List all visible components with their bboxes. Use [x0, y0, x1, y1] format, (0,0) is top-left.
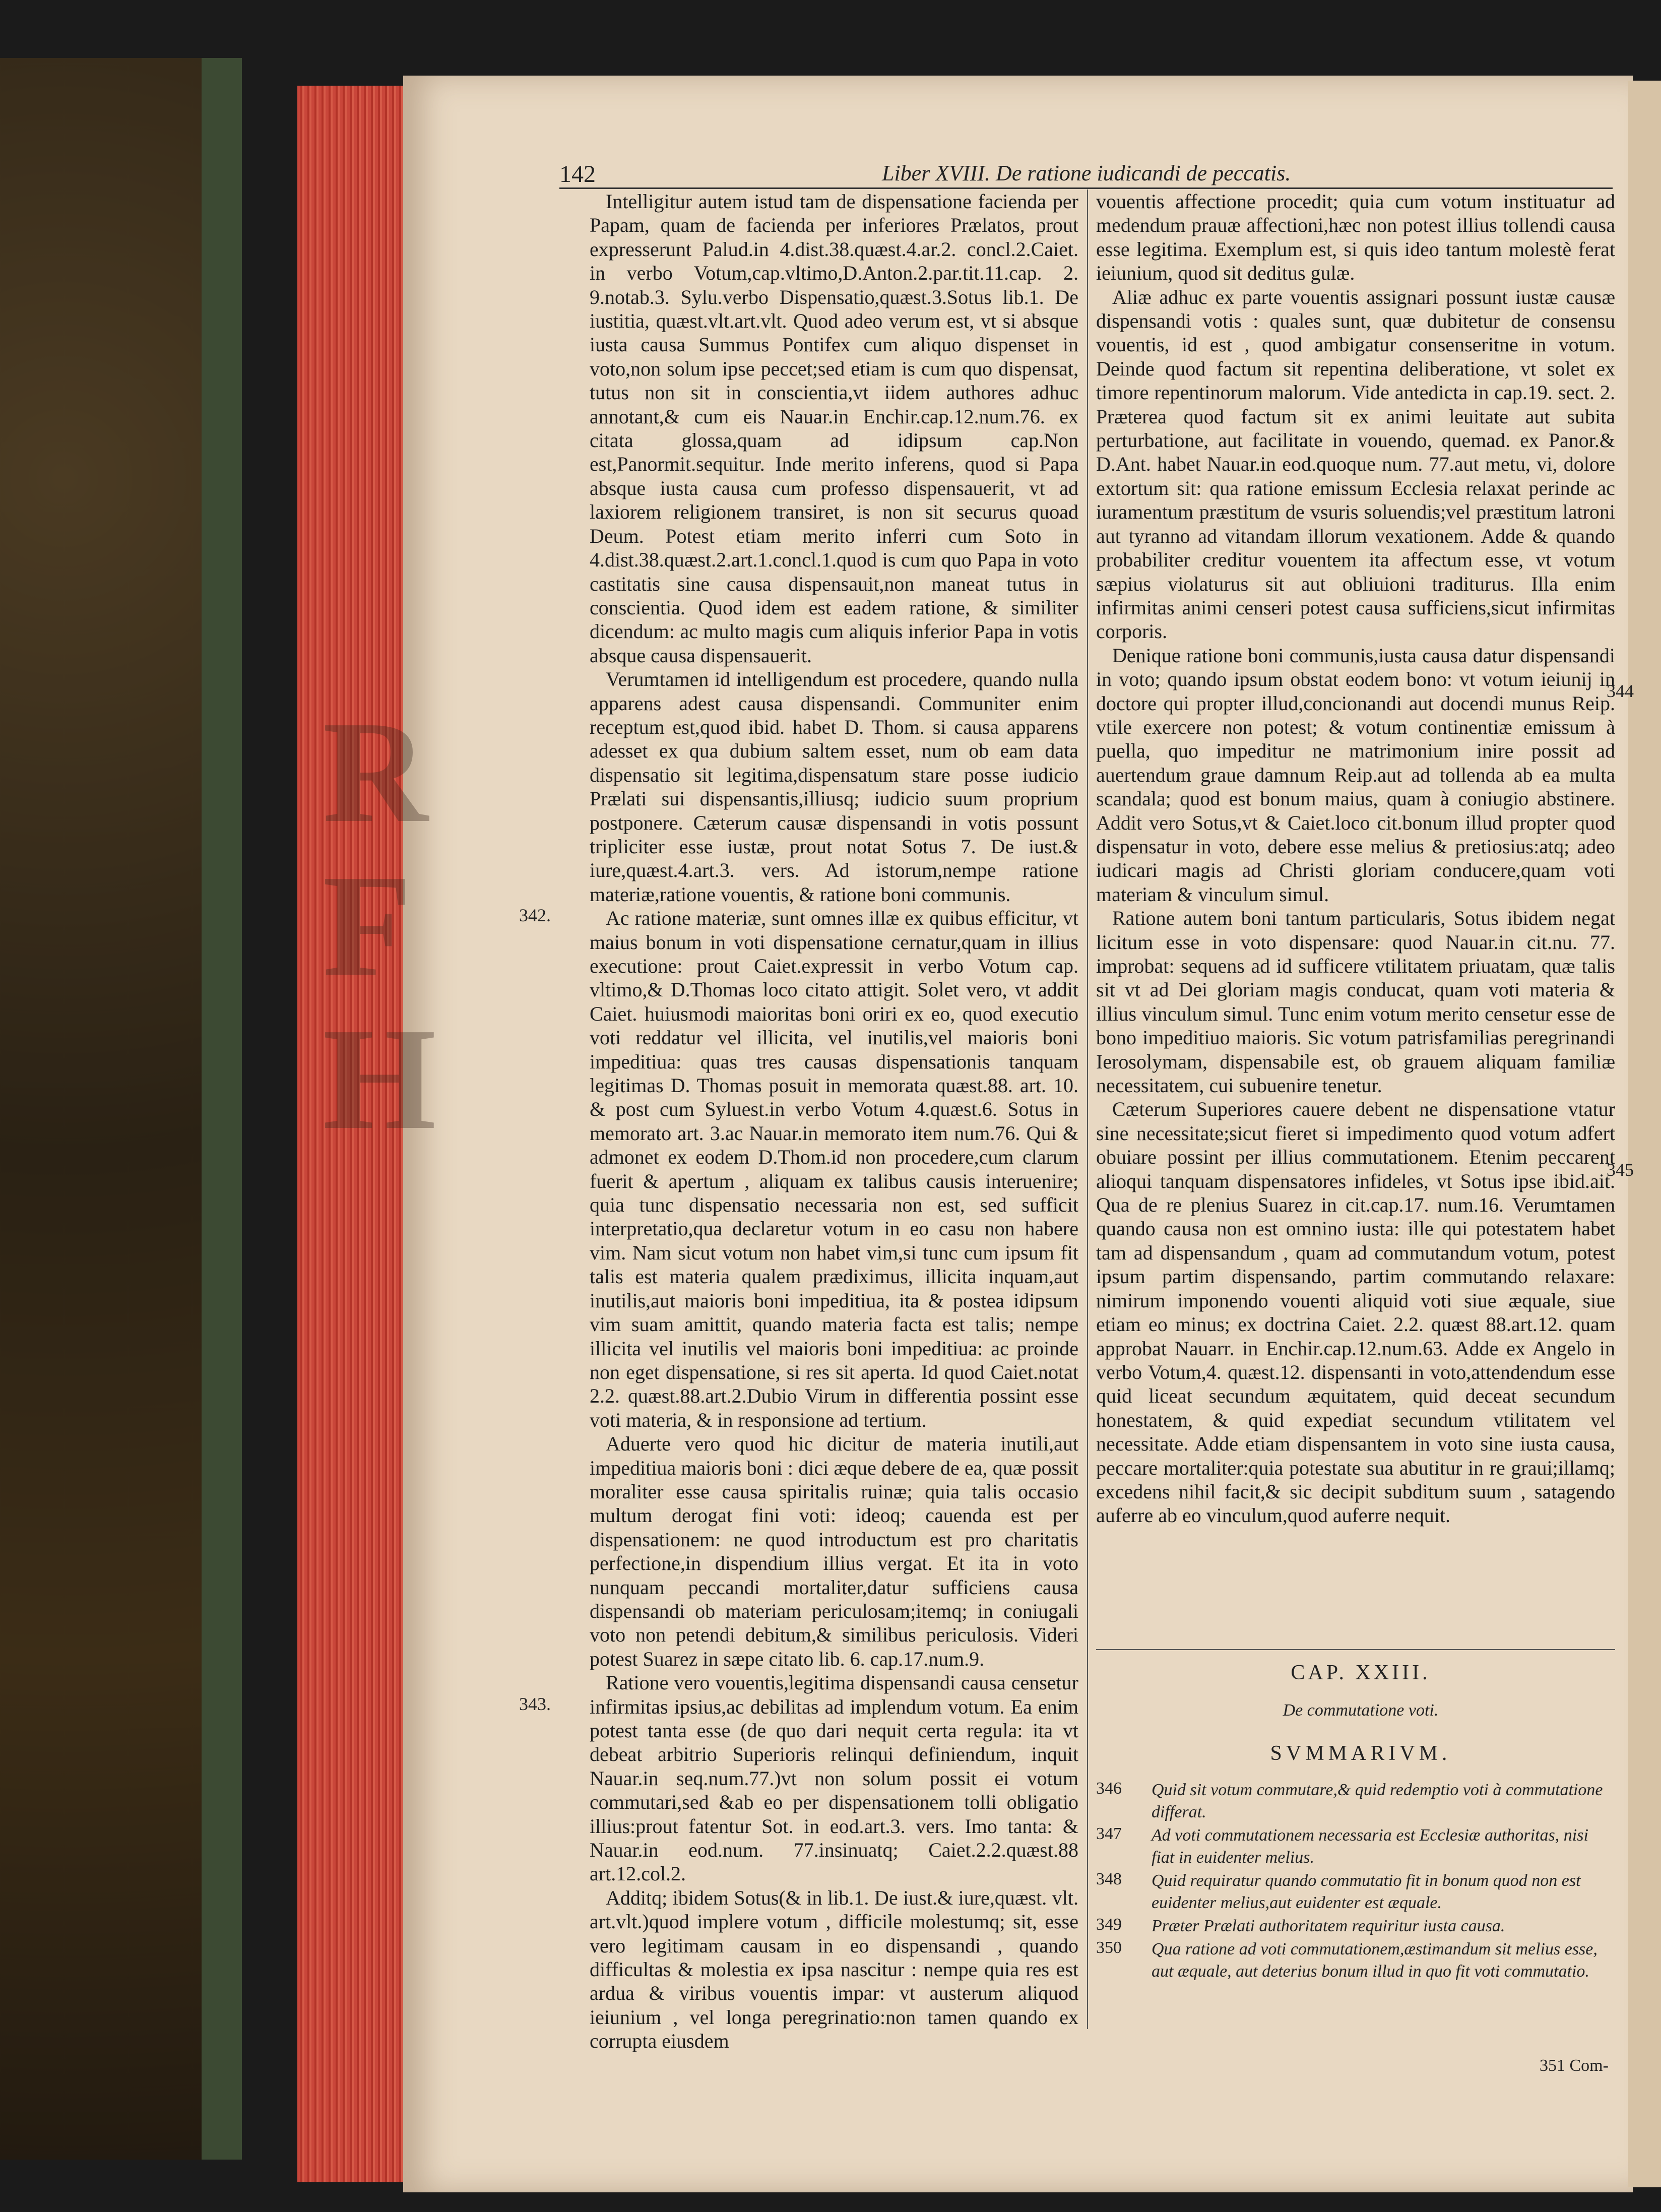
summary-text: Ad voti commutationem necessaria est Ecclesiæ authoritas, nisi fiat in euidenter melius.	[1152, 1826, 1588, 1867]
paragraph: Ratione autem boni tantum particularis, Sotus ibidem negat licitum esse in voto dispensare: quod Nauar.in cit.nu. 77. improbat: sequens ad id sufficere vtilitatem priuatam, quæ talis sit vt ad Dei gloriam magis conducat, quam voti materia & illius vinculum simul. Tunc enim votum merito censetur esse de bono impeditiuo maioris. Sic votum patrisfamilias peregrinandi Ierosolymam, dispensabile est, ob grauem aliquam familiæ necessitatem, cui subuenire tenetur.	[1096, 907, 1615, 1097]
page-number: 142	[559, 161, 596, 187]
book-cover-board	[0, 58, 212, 2160]
paragraph: Ratione vero vouentis,legitima dispensandi causa censetur infirmitas ipsius,ac debilitas ad implendum votum. Ea enim potest tanta esse (de quo dari nequit certa regula: ita vt debeat arbitrio Superioris relinqui definiendum, inquit Nauar.in seq.num.77.)vt non solum possit ei votum commutari,sed &ab eo per dispensationem tolli obligatio illius:prout fatentur Sot. in eod.art.3. vers. Imo tanta: & Nauar.in eod.num. 77.insinuatq; Caiet.2.2.quæst.88 art.12.col.2.	[590, 1671, 1078, 1885]
catchword: 351 Com-	[1540, 2056, 1609, 2075]
paragraph: vouentis affectione procedit; quia cum votum instituatur ad medendum prauæ affectioni,hæc non potest illius tollendi causa esse legitima. Exemplum est, si quis ideo tantum molestè ferat ieiunium, quod sit deditus gulæ.	[1096, 190, 1615, 285]
paragraph: Additq; ibidem Sotus(& in lib.1. De iust.& iure,quæst. vlt. art.vlt.)quod implere votum , difficile molestumq; sit, esse vero legitimam causam in eo dispensandi , quando difficultas & molestia ex ipsa nascitur : nempe quia res est ardua & viribus vouentis impar: vt austerum aliquod ieiunium , vel longa peregrinatio:non tamen quando ex corrupta eiusdem	[590, 1886, 1078, 2053]
paragraph: Verumtamen id intelligendum est procedere, quando nulla apparens adest causa dispensandi. Communiter enim receptum est,quod ibid. habet D. Thom. si causa apparens adesset ex qua dubium saltem esset, num ob eam data dispensatio sit legitima,dispensatum stare posse iudicio Prælati sui dispensantis,illiusq; iudicio suum proprium postponere. Cæterum causæ dispensandi in votis possunt tripliciter esse iustæ, prout notat Sotus 7. De iust.& iure,quæst.4.art.3. vers. Ad istorum,nempe ratione materiæ,ratione vouentis, & ratione boni communis.	[590, 668, 1078, 906]
margin-number: 344	[1607, 681, 1634, 701]
left-column	[590, 189, 1078, 2053]
right-column	[1096, 189, 1615, 1528]
summary-number: 350	[1096, 1938, 1122, 1957]
summary-text: Quid sit votum commutare,& quid redemptio voti à commutatione differat.	[1152, 1781, 1603, 1821]
book-spine	[202, 58, 242, 2160]
summary-text: Quid requiratur quando commutatio fit in bonum quod non est euidenter melius,aut euidenter est æquale.	[1152, 1871, 1581, 1912]
paragraph: Aduerte vero quod hic dicitur de materia inutili,aut impeditiua maioris boni : dici æque debere de ea, quæ possit moraliter esse causa spiritalis ruinæ; quia talis occasio multum derogat fini voti: ideoq; cauenda est per dispensationem: ne quod introductum est pro charitatis perfectione,in dispendium illius vergat. Et ita in voto nunquam peccandi mortaliter,datur sufficiens causa dispensandi ob materiam periculosam;itemq; in coniugali voto non petendi debitum,& similibus periculosis. Videri potest Suarez in sæpe citato lib. 6. cap.17.num.9.	[590, 1432, 1078, 1670]
summary-list	[1096, 1779, 1615, 1984]
margin-number: 343.	[519, 1694, 551, 1714]
page-header	[559, 160, 1608, 191]
summary-item	[1096, 1938, 1615, 1983]
summary-number: 346	[1096, 1779, 1122, 1798]
column-rule	[1087, 189, 1088, 2029]
summary-number: 349	[1096, 1915, 1122, 1934]
summary-text: Præter Prælati authoritatem requiritur iusta causa.	[1152, 1917, 1505, 1935]
chapter-subtitle: De commutatione voti.	[1283, 1701, 1439, 1720]
paragraph: Cæterum Superiores cauere debent ne dispensatione vtatur sine necessitate;sicut fieret si impedimento quod votum adfert obuiare possint per illius commutationem. Etenim peccarent alioqui tanquam dispensatores infideles, vt Sotus ipse ibid.ait. Qua de re plenius Suarez in cit.cap.17. num.16. Verumtamen quando causa non est omnino iusta: ille qui potestatem habet tam ad dispensandum , quam ad commutandum votum, potest ipsum partim dispensando, partim commutando relaxare: nimirum imponendo vouenti aliquid voti siue æquale, siue etiam eo minus; ex doctrina Caiet. 2.2. quæst 88.art.12. quam approbat Nauarr. in Enchir.cap.12.num.63. Adde ex Angelo in verbo Votum,4. quæst.12. dispensanti in voto,attendendum esse quid liceat secundum æquitatem, quid deceat secundum honestatem, & quid expediat secundum vtilitatem vel necessitate. Adde etiam dispensantem in voto sine iusta causa, peccare mortaliter:quia potestate sua abutitur in re graui;illamq; excedens nihil facit,& sic decipit subditum suum , satagendo auferre ab eo vinculum,quod auferre nequit.	[1096, 1098, 1615, 1527]
paragraph: Aliæ adhuc ex parte vouentis assignari possunt iustæ causæ dispensandi votis : quales sunt, quæ dubitetur de consensu vouentis, id est , quod ambigatur consenseritne in votum. Deinde quod factum sit repentina deliberatione, vt solet ex timore repentinorum malorum. Vide antedicta in cap.19. sect. 2. Præterea quod factum sit ex animi leuitate aut subita perturbatione, aut facilitate in vouendo, quemad. ex Panor.& D.Ant. habet Nauar.in eod.quoque num. 77.aut metu, vi, dolore extortum sit: qua ratione emissum Ecclesia relaxat perinde ac iuramentum præstitum de vsuris soluendis;vel præstitum latroni aut tyranno ad vitandam illorum vexationem. Adde & quando probabiliter creditur vouentem ita affectum esse, vt votum sæpius violaturus sit aut obliuioni traditurus. Illa enim infirmitas animi censeri potest causa sufficiens,sicut infirmitas corporis.	[1096, 285, 1615, 643]
header-rule	[559, 187, 1613, 189]
bleed-through-mark: R F H	[323, 691, 436, 1160]
summary-number: 347	[1096, 1824, 1122, 1843]
summary-item	[1096, 1915, 1615, 1937]
summary-item	[1096, 1779, 1615, 1823]
chapter-divider	[1096, 1649, 1615, 1650]
summary-heading: SVMMARIVM.	[1270, 1742, 1451, 1765]
running-head: Liber XVIII. De ratione iudicandi de peccatis.	[882, 161, 1291, 185]
summary-text: Qua ratione ad voti commutationem,æstimandum sit melius esse, aut æquale, aut deterius bonum illud in quo fit voti commutatio.	[1152, 1940, 1598, 1981]
paragraph: Ac ratione materiæ, sunt omnes illæ ex quibus efficitur, vt maius bonum in voti dispensatione cernatur,quam in illius executione: prout Caiet.expressit in verbo Votum cap. vltimo,& D.Thomas loco citato attigit. Solet vero, vt addit Caiet. huiusmodi maioritas boni oriri ex eo, quod executio voti reddatur vel illicita, vel inutilis,vel maioris boni impeditiua: quas tres causas dispensationis tanquam legitimas D. Thomas posuit in memorata quæst.88. art. 10. & post cum Syluest.in verbo Votum 4.quæst.6. Sotus in memorato art. 3.ac Nauar.in memorato item num.76. Qui & admonet ex eodem D.Thom.id non procedere,cum clarum fuerit & apertum , aliquam ex talibus causis interuenire; quia tunc dispensatio necessaria non est, sed sufficit interpretatio,qua declaretur votum in eo casu non habere vim. Nam sicut votum non habet vim,si tunc cum ipsum fit talis est materia qualem prædiximus, illicita inquam,aut inutilis,aut maioris boni impeditiua, ita & postea idipsum vim suam amittit, quando materia facta est talis; nempe illicita vel inutilis vel maioris boni impeditiua: ac proinde non eget dispensatione, si res sit aperta. Id quod Caiet.notat 2.2. quæst.88.art.2.Dubio Virum in differentia possint esse voti materia, & in responsione ad tertium.	[590, 907, 1078, 1431]
margin-number: 342.	[519, 905, 551, 925]
summary-item	[1096, 1870, 1615, 1914]
paragraph: Denique ratione boni communis,iusta causa datur dispensandi in voto; quando ipsum obstat eodem bono: vt votum ieiunij in doctore qui propter illud,concionandi aut docendi munus Reip. vtile exercere non potest; & votum continentiæ emissum à puella, quo impeditur ne matrimonium inire possit ad auertendum graue damnum Reip.aut ad tollenda ab ea multa scandala; quod est bonum maius, quam à coniugio abstinere. Addit vero Sotus,vt & Caiet.loco cit.bonum illud propter quod dispensatur in voto, debere esse melius & pretiosius:atq; adeo iudicari magis ad Christi gloriam conducere,quam voti materiam & vinculum simul.	[1096, 644, 1615, 906]
summary-number: 348	[1096, 1870, 1122, 1888]
facing-page-edge	[1628, 81, 1661, 2187]
summary-item	[1096, 1824, 1615, 1869]
chapter-title: CAP. XXIII.	[1291, 1661, 1431, 1684]
paragraph: Intelligitur autem istud tam de dispensatione facienda per Papam, quam de facienda per inferiores Prælatos, prout expresserunt Palud.in 4.dist.38.quæst.4.ar.2. concl.2.Caiet. in verbo Votum,cap.vltimo,D.Anton.2.par.tit.11.cap. 2. 9.notab.3. Sylu.verbo Dispensatio,quæst.3.Sotus lib.1. De iustitia, quæst.vlt.art.vlt. Quod adeo verum est, vt si absque iusta causa Summus Pontifex cum aliquo dispenset in voto,non solum ipse peccet;sed etiam is cum quo dispensat, tutus non sit in conscientia,vt iidem authores adhuc annotant,& cum eis Nauar.in Enchir.cap.12.num.76. ex citata glossa,quam ad idipsum cap.Non est,Panormit.sequitur. Inde merito inferens, quod si Papa absque iusta causa cum professo dispensauerit, vt ad laxiorem religionem transiret, is non sit securus quoad Deum. Potest etiam merito inferri cum Soto in 4.dist.38.quæst.2.art.1.concl.1.quod is cum quo Papa in voto castitatis sine causa dispensauit,non maneat tutus in conscientia. Quod idem est eadem ratione, & similiter dicendum: ac multo magis cum aliquis inferior Papa in votis absque causa dispensauerit.	[590, 190, 1078, 667]
margin-number: 345	[1607, 1160, 1634, 1180]
